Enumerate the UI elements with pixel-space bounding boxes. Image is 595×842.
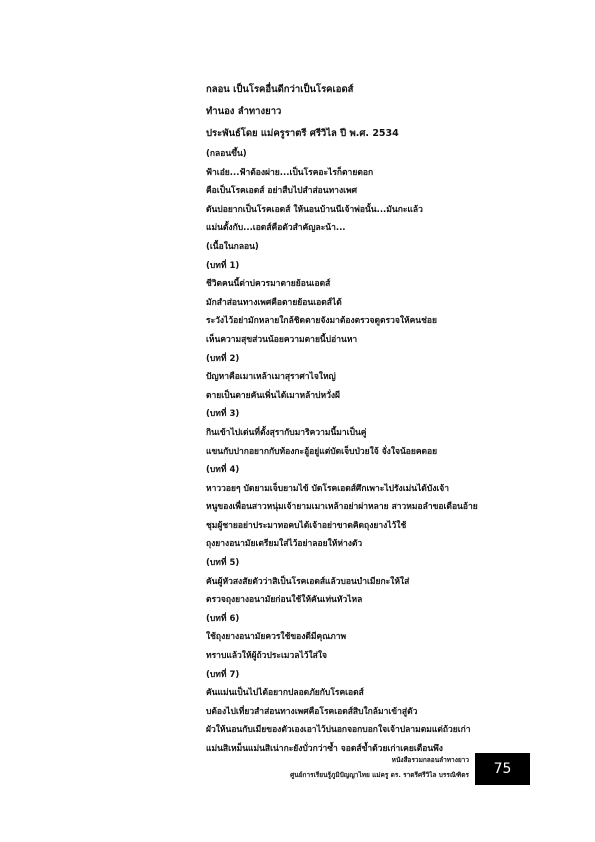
poem-line: (บทที่ 4)	[206, 465, 240, 476]
poem-line: หนูของเพื่อนสาวหนุ่มเจ้ายามเมาเหล้าอย่าผ่าหลาย สาวหมอลำขอเตือนอ้าย	[206, 502, 478, 513]
poem-line: คันแม่นเป็นไปได้อยากปลอดภัยกับโรคเอดส์	[206, 688, 364, 699]
poem-line: ปัญหาคือเมาเหล้าเมาสุราศาไจใหญ่	[206, 372, 336, 383]
page-number: 75	[493, 761, 512, 777]
poem-line: ดันบ่อยากเป็นโรคเอดส์ ให้นอนบ้านนีเจ้าพ่อนั้น...มันกะแล้ว	[206, 204, 423, 215]
poem-title: กลอน เป็นโรคอื่นดีกว่าเป็นโรคเอดส์	[206, 84, 354, 95]
poem-line: บต้องไปเที่ยวสำส่อนทางเพศคือโรคเอดส์สิบใกล้มาเข้าสู่ตัว	[206, 706, 418, 717]
poem-line: (กลอนขึ้น)	[206, 149, 247, 159]
poem-line: (บทที่ 1)	[206, 260, 240, 271]
poem-line: ตรวจถุงยางอนามัยก่อนใช้ให้คันเท่นหัวไหล	[206, 595, 363, 606]
poem-line: (บทที่ 2)	[206, 353, 240, 364]
poem-line: เห็นความสุขส่วนน้อยความตายนี้บ่อ่านหา	[206, 334, 358, 345]
poem-line: (บทที่ 6)	[206, 613, 240, 624]
poem-line: (บทที่ 3)	[206, 409, 240, 420]
poem-line: มักสำส่อนทางเพศคือตายย้อนเอดส์ได้	[206, 297, 342, 308]
poem-line: แม่นตั้งกับ...เอดส์คือตัวสำคัญละน้า...	[206, 223, 346, 234]
poem-line: ถุงยางอนามัยเตรียมใส่ไว้อย่าลอยให้ห่างตัว	[206, 539, 363, 550]
poem-line: ผัวให้นอนกับเมียของตัวเองเอาไว้บ่นอกจอกบอกใจเจ้าปลามตมแต่ถ้วยเก่า	[206, 725, 471, 736]
poem-line: (เนื้อในกลอน)	[206, 241, 259, 252]
poem-line: ทราบแล้วให้ผู้ถ้วประเมวลไว้ใส่ใจ	[206, 651, 327, 662]
poem-line: ใช้ถุงยางอนามัยควรใช้ของดีมีคุณภาพ	[206, 632, 347, 643]
poem-line: กินเข้าไปเด่นที่ตั้งสุรากับมาริความนี้มาเป็นคู่	[206, 427, 367, 438]
poem-melody: ทำนอง ลำทางยาว	[206, 106, 282, 117]
poem-line: แขนกับปากอยากกับท้องกะอู้อยู่แต่บัดเจ็บป่วยใจ้ จั่งใจน้อยคดอย	[206, 446, 438, 457]
footer-book-title: หนังสือรวมกลอนลำทางยาว	[391, 756, 469, 764]
poem-line: คือเป็นโรคเอดส์ อย่าสืบไปสำส่อนทางเพศ	[206, 186, 358, 197]
poem-line: คันผู้หัวสงสัยตัวว่าสิเป็นโรคเอดส์แล้วบอนบำเมียกะให้ใส่	[206, 576, 410, 587]
poem-line: ระวังไว้อย่ามักหลายใกล้ชิดตายจังมาต้องตรวจดูตรวจให้คนช่อย	[206, 316, 437, 327]
poem-line: (บทที่ 5)	[206, 558, 240, 569]
poem-author: ประพันธ์โดย แม่ครูราตรี ศรีวิไล ปี พ.ศ. 2534	[206, 128, 399, 139]
poem-line: ชีวิตคนนี้ต่าบ่ควรมาตายย้อนเอดส์	[206, 279, 331, 290]
poem-line: ตายเป็นตายคันเพิ่นได้เมาหล้าบ่หวั่งผี	[206, 390, 341, 401]
page-number-box	[475, 753, 530, 785]
poem-line: ชุมผู้ชายอย่าประมาทอคบได้เจ้าอย่าขาดคิดถุงยางไว้ใช้	[206, 520, 407, 531]
footer-publisher: ศูนย์การเรียนรู้ภูมิปัญญาไทย แม่ครู ดร. ราตรีศรีวิไล บรรณิฑิตร	[290, 771, 469, 779]
document-body	[206, 79, 536, 759]
poem-line: ฟ้าเอ๋ย...ฟ้าต้องผ่าย...เป็นโรคอะไรก็ตายตอก	[206, 167, 374, 178]
poem-line: หาววอยๆ บัดยามเจ็บยามไข้ บัดโรคเอดส์ศึกเพาะไปรังเม่นได้บังเจ้า	[206, 483, 450, 494]
poem-line: (บทที่ 7)	[206, 669, 240, 680]
poem-line: แม่นสิเหม็นแม่นสิเน่ากะยังบั่วกว่าซ้ำ จอดส์ข้ำด้วยเก่าเคยเตือนพึง	[206, 744, 443, 754]
